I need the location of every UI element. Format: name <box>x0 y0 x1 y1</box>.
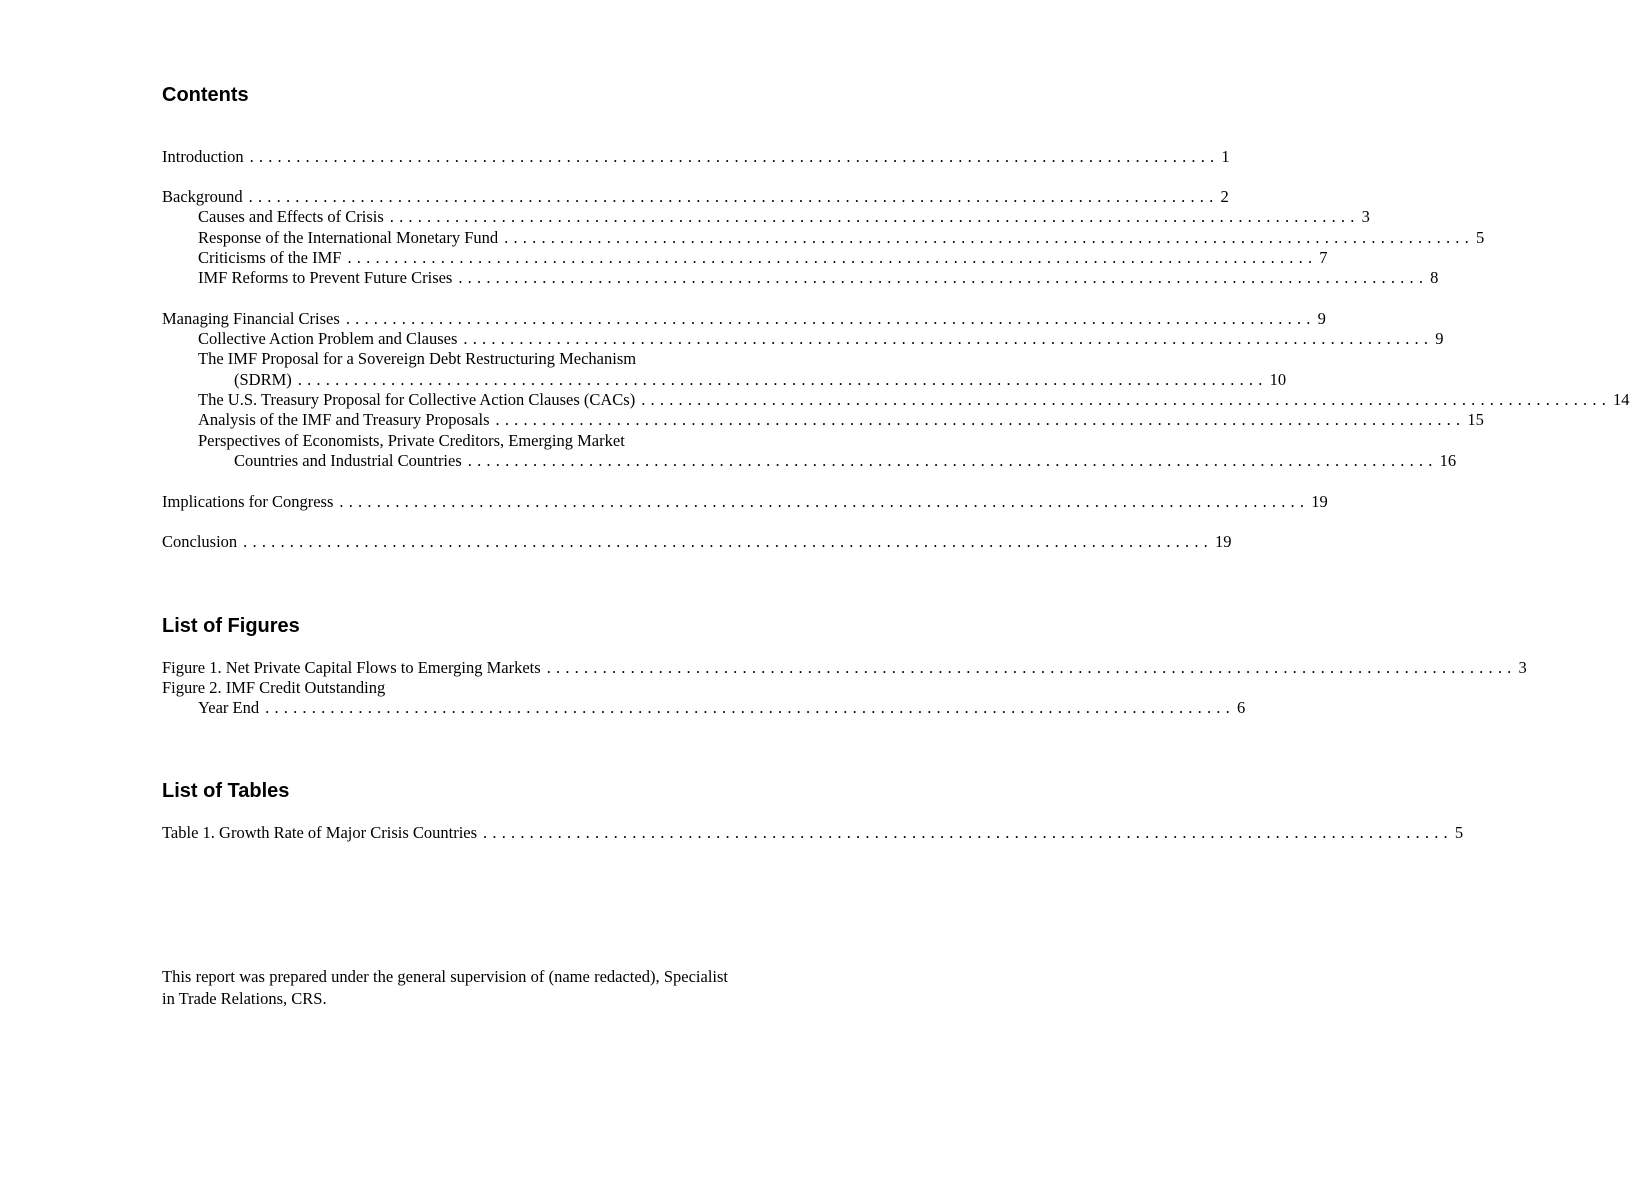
toc-entry[interactable] <box>234 370 1287 390</box>
toc-entry-title: Managing Financial Crises <box>162 309 340 328</box>
toc-entry-page: 7 <box>1319 248 1328 267</box>
toc-entry-title: Conclusion <box>162 532 238 551</box>
toc-leader-dots: ........................................................................................................ <box>389 207 1360 226</box>
toc-entry-title: The U.S. Treasury Proposal for Collective Action Clauses (CACs) <box>198 390 636 409</box>
toc-entry-title: Background <box>162 187 243 206</box>
toc-entry-title: IMF Reforms to Prevent Future Crises <box>198 268 453 287</box>
toc-leader-dots: ........................................................................................................ <box>483 823 1453 842</box>
toc-entry-title: Causes and Effects of Crisis <box>198 207 384 226</box>
toc-entry-title: Implications for Congress <box>162 492 334 511</box>
toc-entry-title: Introduction <box>162 147 244 166</box>
toc-entry-page: 15 <box>1467 410 1484 429</box>
toc-leader-dots: ........................................................................................................ <box>249 147 1220 166</box>
toc-entry-page: 1 <box>1221 147 1230 166</box>
figure-entry-title: Figure 1. Net Private Capital Flows to Emerging Markets <box>162 658 541 677</box>
toc-entry-title: Countries and Industrial Countries <box>234 451 462 470</box>
figure-entry-title: Year End <box>198 698 260 717</box>
toc-entry[interactable] <box>162 147 1230 167</box>
toc-entry-page: 19 <box>1214 532 1232 551</box>
toc-entry-page: 3 <box>1361 207 1370 226</box>
toc-entry-title-line[interactable]: Perspectives of Economists, Private Creditors, Emerging Market <box>198 431 625 450</box>
toc-entry-page: 5 <box>1475 228 1485 247</box>
toc-entry[interactable] <box>198 268 1439 288</box>
table-entry[interactable] <box>162 823 1464 843</box>
toc-leader-dots: ........................................................................................................ <box>339 492 1310 511</box>
toc-entry[interactable] <box>198 410 1484 430</box>
toc-entry[interactable] <box>162 532 1232 552</box>
figure-entry-title-line[interactable]: Figure 2. IMF Credit Outstanding <box>162 678 386 697</box>
toc-leader-dots: ........................................................................................................ <box>463 329 1434 348</box>
toc-entry-page: 9 <box>1317 309 1326 328</box>
contents-heading: Contents <box>162 84 249 106</box>
tables-heading: List of Tables <box>162 780 290 802</box>
toc-entry-title-line[interactable]: The IMF Proposal for a Sovereign Debt Restructuring Mechanism <box>198 349 637 368</box>
toc-entry-page: 14 <box>1613 390 1630 409</box>
figure-entry[interactable] <box>198 698 1246 718</box>
toc-entry-page: 2 <box>1220 187 1229 206</box>
toc-entry-title: Analysis of the IMF and Treasury Proposals <box>198 410 490 429</box>
preparation-note: This report was prepared under the general supervision of (name redacted), Specialist in Trade Relations, CRS. <box>162 967 728 1008</box>
toc-entry-page: 8 <box>1430 268 1439 287</box>
figure-entry[interactable] <box>162 658 1527 678</box>
toc-entry-page: 19 <box>1311 492 1328 511</box>
toc-entry[interactable] <box>162 492 1328 512</box>
toc-entry[interactable] <box>198 228 1485 248</box>
toc-entry[interactable] <box>198 390 1630 410</box>
toc-entry[interactable] <box>162 309 1326 329</box>
toc-entry-page: 9 <box>1435 329 1444 348</box>
toc-entry-title: Criticisms of the IMF <box>198 248 342 267</box>
figure-entry-page: 6 <box>1236 698 1246 717</box>
toc-entry[interactable] <box>162 187 1229 207</box>
toc-leader-dots: ........................................................................................................ <box>504 228 1474 247</box>
toc-leader-dots: ........................................................................................................ <box>265 698 1235 717</box>
toc-leader-dots: ........................................................................................................ <box>297 370 1268 389</box>
toc-leader-dots: ........................................................................................................ <box>467 451 1438 470</box>
toc-entry-title: Response of the International Monetary Fund <box>198 228 499 247</box>
toc-leader-dots: ........................................................................................................ <box>248 187 1219 206</box>
toc-leader-dots: ........................................................................................................ <box>458 268 1429 287</box>
table-entry-title: Table 1. Growth Rate of Major Crisis Countries <box>162 823 478 842</box>
table-entry-page: 5 <box>1454 823 1464 842</box>
toc-leader-dots: ........................................................................................................ <box>546 658 1517 677</box>
toc-leader-dots: ........................................................................................................ <box>345 309 1316 328</box>
toc-leader-dots: ........................................................................................................ <box>243 532 1213 551</box>
toc-entry-page: 10 <box>1269 370 1287 389</box>
toc-entry[interactable] <box>198 248 1328 268</box>
toc-entry-title: (SDRM) <box>234 370 292 389</box>
toc-leader-dots: ........................................................................................................ <box>347 248 1318 267</box>
toc-leader-dots: ........................................................................................................ <box>641 390 1612 409</box>
toc-leader-dots: ........................................................................................................ <box>495 410 1466 429</box>
toc-entry-title: Collective Action Problem and Clauses <box>198 329 458 348</box>
figures-heading: List of Figures <box>162 615 300 637</box>
toc-entry[interactable] <box>198 329 1444 349</box>
figure-entry-page: 3 <box>1518 658 1527 677</box>
toc-entry[interactable] <box>198 207 1370 227</box>
toc-entry[interactable] <box>234 451 1457 471</box>
toc-entry-page: 16 <box>1439 451 1457 470</box>
